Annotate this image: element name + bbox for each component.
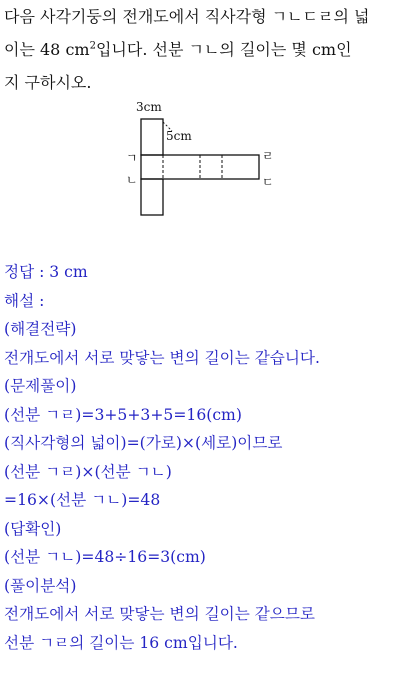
solving-step-3: (선분 ㄱㄹ)×(선분 ㄱㄴ)	[4, 462, 172, 481]
vertex-label-n: ㄴ	[126, 173, 138, 187]
solving-heading: (문제풀이)	[4, 377, 77, 395]
question-text	[4, 0, 398, 99]
question-line-3: 지 구하시오.	[4, 73, 92, 92]
solution-block	[4, 258, 398, 657]
net-top-flap	[141, 119, 163, 155]
analysis-text-1: 전개도에서 서로 맞닿는 변의 길이는 같으므로	[4, 605, 315, 623]
vertex-label-r: ㄹ	[262, 149, 274, 163]
answer-line: 정답 : 3 cm	[4, 263, 88, 281]
explanation-heading: 해설 :	[4, 291, 45, 310]
net-diagram	[110, 92, 300, 222]
vertex-label-g: ㄱ	[126, 151, 138, 165]
label-3cm: 3cm	[136, 100, 162, 114]
solving-step-4: =16×(선분 ㄱㄴ)=48	[4, 491, 161, 509]
analysis-text-2: 선분 ㄱㄹ의 길이는 16 cm입니다.	[4, 633, 238, 652]
question-line-2-start: 이는 48 cm	[4, 40, 90, 59]
solving-step-1: (선분 ㄱㄹ)=3+5+3+5=16(cm)	[4, 405, 242, 424]
check-heading: (답확인)	[4, 519, 62, 538]
question-line-2	[4, 33, 398, 66]
vertex-label-d: ㄷ	[262, 175, 274, 189]
question-line-2-end: 입니다. 선분 ㄱㄴ의 길이는 몇 cm인	[95, 40, 352, 59]
strategy-heading: (해결전략)	[4, 320, 77, 338]
solving-step-2: (직사각형의 넓이)=(가로)×(세로)이므로	[4, 434, 283, 452]
check-text: (선분 ㄱㄴ)=48÷16=3(cm)	[4, 548, 206, 566]
net-bottom-flap	[141, 179, 163, 215]
label-5cm: 5cm	[166, 129, 192, 143]
question-line-1: 다음 사각기둥의 전개도에서 직사각형 ㄱㄴㄷㄹ의 넓	[4, 7, 370, 26]
analysis-heading: (풀이분석)	[4, 576, 77, 595]
strategy-text: 전개도에서 서로 맞닿는 변의 길이는 같습니다.	[4, 348, 320, 367]
superscript-2: 2	[89, 40, 96, 52]
